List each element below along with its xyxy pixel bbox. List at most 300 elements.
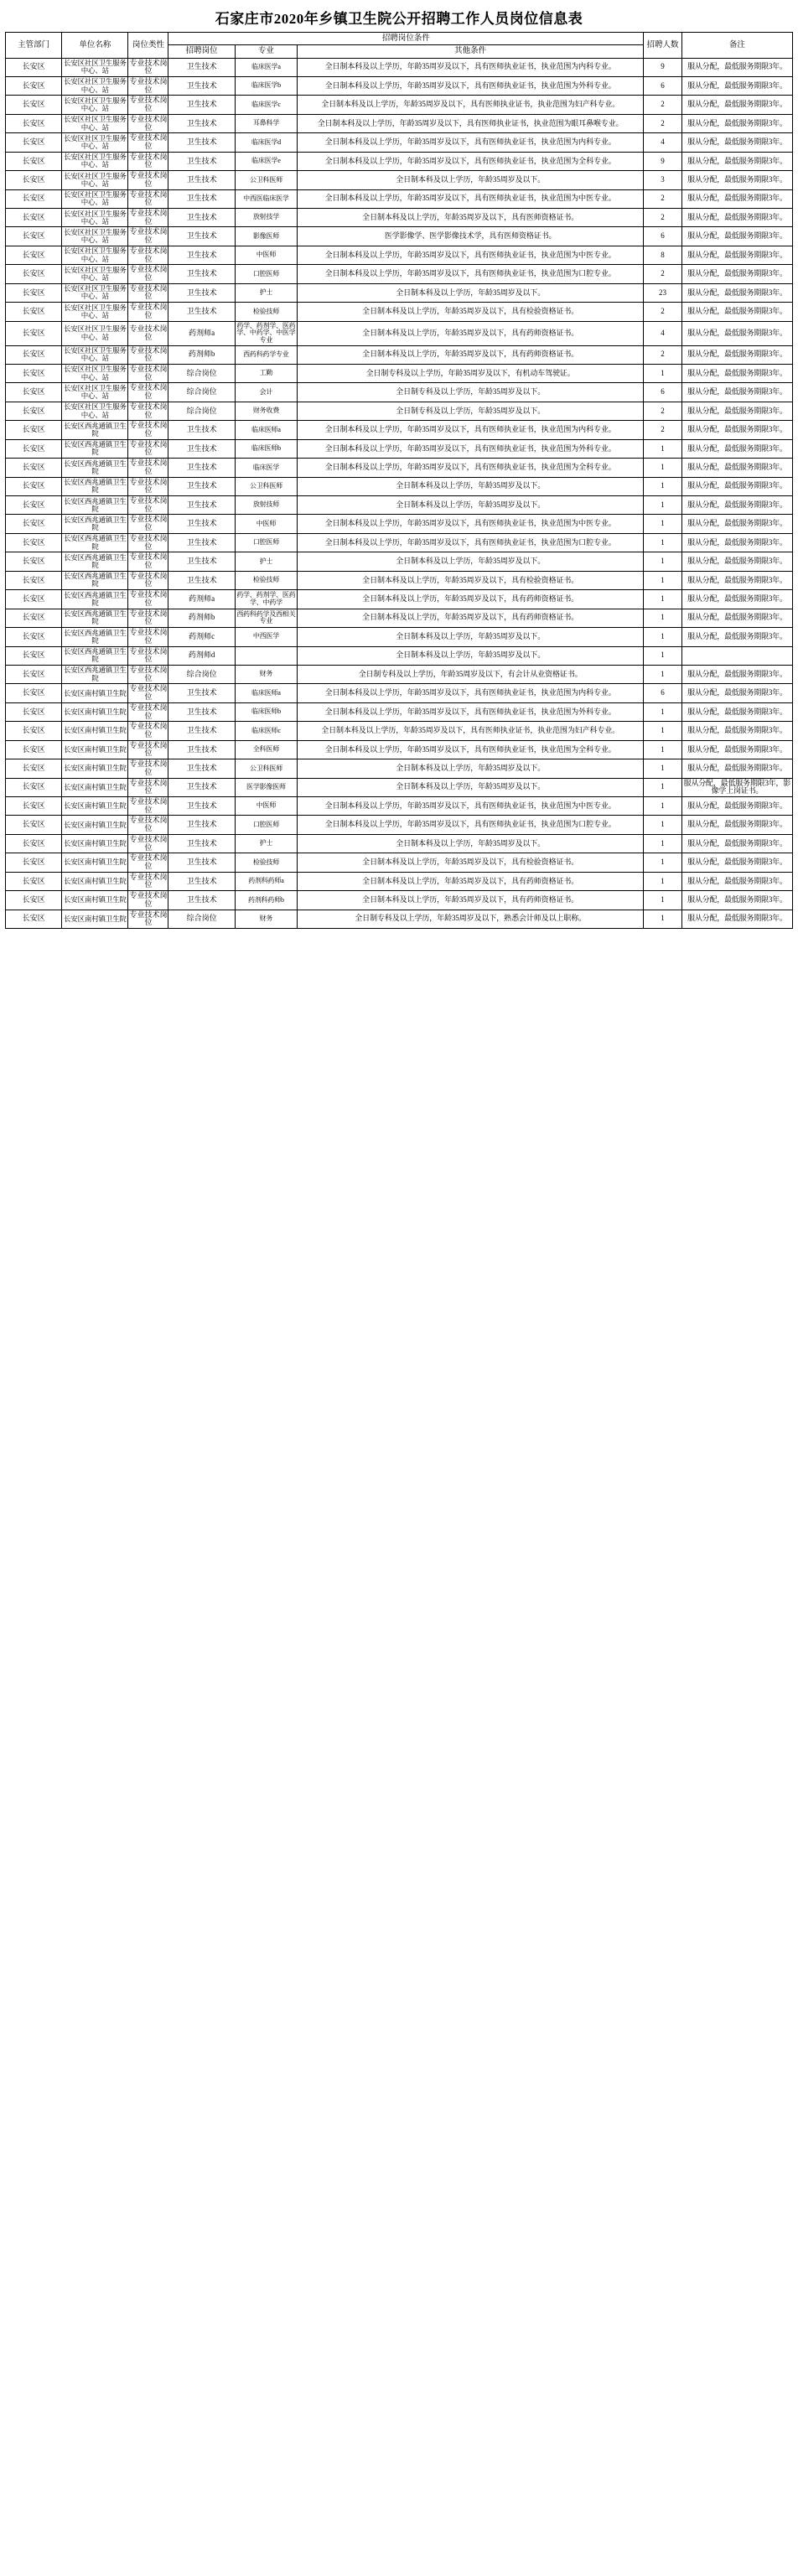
cell-num: 4 (644, 133, 682, 152)
header-remark: 备注 (681, 33, 792, 59)
cell-type: 专业技术岗位 (128, 209, 168, 227)
cell-post: 卫生技术 (168, 797, 235, 816)
cell-num: 1 (644, 459, 682, 477)
cell-num: 1 (644, 364, 682, 382)
cell-other: 全日制专科及以上学历，年龄35周岁及以下，有会计从业资格证书。 (298, 665, 644, 683)
cell-unit: 长安区社区卫生服务中心、站 (62, 283, 128, 302)
table-row (6, 872, 793, 890)
job-positions-table (5, 32, 793, 929)
cell-unit: 长安区西兆通镇卫生院 (62, 459, 128, 477)
cell-post: 卫生技术 (168, 171, 235, 189)
table-row (6, 684, 793, 702)
table-row (6, 321, 793, 345)
cell-remark: 服从分配，最低服务期限3年。 (681, 321, 792, 345)
cell-other: 全日制本科及以上学历，年龄35周岁及以下。 (298, 646, 644, 665)
cell-dept: 长安区 (6, 189, 62, 208)
cell-type: 专业技术岗位 (128, 628, 168, 646)
header-dept: 主管部门 (6, 33, 62, 59)
cell-post: 卫生技术 (168, 58, 235, 76)
cell-post: 卫生技术 (168, 891, 235, 910)
cell-major: 临床医师a (235, 684, 297, 702)
table-row (6, 496, 793, 515)
cell-major: 公卫科医师 (235, 477, 297, 495)
cell-dept: 长安区 (6, 533, 62, 552)
cell-post: 卫生技术 (168, 702, 235, 721)
cell-post: 卫生技术 (168, 740, 235, 759)
cell-remark: 服从分配，最低服务期限3年。 (681, 283, 792, 302)
cell-other: 全日制专科及以上学历，年龄35周岁及以下，熟悉会计师及以上职称。 (298, 910, 644, 928)
cell-type: 专业技术岗位 (128, 834, 168, 853)
cell-num: 1 (644, 872, 682, 890)
cell-unit: 长安区社区卫生服务中心、站 (62, 209, 128, 227)
cell-dept: 长安区 (6, 891, 62, 910)
cell-post: 卫生技术 (168, 133, 235, 152)
cell-num: 2 (644, 189, 682, 208)
cell-unit: 长安区社区卫生服务中心、站 (62, 402, 128, 420)
cell-dept: 长安区 (6, 515, 62, 533)
cell-major: 临床医学 (235, 459, 297, 477)
cell-num: 1 (644, 515, 682, 533)
cell-dept: 长安区 (6, 114, 62, 132)
cell-type: 专业技术岗位 (128, 891, 168, 910)
cell-unit: 长安区西兆通镇卫生院 (62, 665, 128, 683)
cell-other: 全日制本科及以上学历，年龄35周岁及以下，具有医师执业证书，执业范围为内科专业。 (298, 684, 644, 702)
cell-num: 1 (644, 778, 682, 796)
cell-post: 卫生技术 (168, 853, 235, 872)
cell-type: 专业技术岗位 (128, 265, 168, 283)
cell-remark: 服从分配，最低服务期限3年。 (681, 816, 792, 834)
cell-post: 卫生技术 (168, 439, 235, 458)
cell-type: 专业技术岗位 (128, 364, 168, 382)
cell-major: 放射技学 (235, 209, 297, 227)
cell-unit: 长安区西兆通镇卫生院 (62, 496, 128, 515)
cell-num: 1 (644, 646, 682, 665)
cell-post: 综合岗位 (168, 383, 235, 402)
cell-other: 全日制本科及以上学历，年龄35周岁及以下，具有医师执业证书，执业范围为全科专业。 (298, 459, 644, 477)
cell-dept: 长安区 (6, 58, 62, 76)
cell-major: 护士 (235, 834, 297, 853)
cell-unit: 长安区社区卫生服务中心、站 (62, 76, 128, 95)
cell-dept: 长安区 (6, 872, 62, 890)
cell-other: 全日制专科及以上学历，年龄35周岁及以下。 (298, 383, 644, 402)
cell-unit: 长安区南村镇卫生院 (62, 702, 128, 721)
cell-type: 专业技术岗位 (128, 609, 168, 627)
header-other: 其他条件 (298, 45, 644, 58)
header-num: 招聘人数 (644, 33, 682, 59)
cell-remark: 服从分配，最低服务期限3年。 (681, 189, 792, 208)
cell-post: 卫生技术 (168, 571, 235, 589)
cell-num: 9 (644, 58, 682, 76)
cell-dept: 长安区 (6, 383, 62, 402)
cell-post: 综合岗位 (168, 910, 235, 928)
cell-type: 专业技术岗位 (128, 552, 168, 571)
cell-remark: 服从分配，最低服务期限3年。 (681, 171, 792, 189)
cell-major: 药剂科药师b (235, 891, 297, 910)
cell-other: 全日制本科及以上学历，年龄35周岁及以下，具有医师执业证书，执业范围为口腔专业。 (298, 816, 644, 834)
cell-other: 全日制本科及以上学历，年龄35周岁及以下。 (298, 171, 644, 189)
cell-post: 卫生技术 (168, 459, 235, 477)
table-row (6, 364, 793, 382)
cell-major: 西药科药学专业 (235, 345, 297, 364)
cell-major: 财务 (235, 665, 297, 683)
cell-unit: 长安区社区卫生服务中心、站 (62, 364, 128, 382)
cell-type: 专业技术岗位 (128, 133, 168, 152)
cell-unit: 长安区西兆通镇卫生院 (62, 533, 128, 552)
cell-major: 公卫科医师 (235, 171, 297, 189)
table-row (6, 552, 793, 571)
document-sheet (0, 0, 798, 937)
cell-post: 卫生技术 (168, 114, 235, 132)
cell-dept: 长安区 (6, 171, 62, 189)
cell-other: 全日制本科及以上学历，年龄35周岁及以下，具有检验资格证书。 (298, 303, 644, 321)
cell-major: 财务 (235, 910, 297, 928)
cell-dept: 长安区 (6, 910, 62, 928)
table-row (6, 797, 793, 816)
cell-post: 综合岗位 (168, 364, 235, 382)
cell-post: 卫生技术 (168, 209, 235, 227)
cell-remark: 服从分配，最低服务期限3年。 (681, 459, 792, 477)
cell-type: 专业技术岗位 (128, 778, 168, 796)
cell-num: 1 (644, 477, 682, 495)
cell-major: 临床医师b (235, 702, 297, 721)
cell-post: 卫生技术 (168, 76, 235, 95)
cell-major (235, 646, 297, 665)
table-row (6, 665, 793, 683)
cell-num: 2 (644, 114, 682, 132)
table-row (6, 421, 793, 439)
cell-major: 中医师 (235, 515, 297, 533)
header-major: 专业 (235, 45, 297, 58)
cell-num: 1 (644, 816, 682, 834)
table-row (6, 439, 793, 458)
cell-major: 中医师 (235, 797, 297, 816)
cell-type: 专业技术岗位 (128, 702, 168, 721)
cell-type: 专业技术岗位 (128, 684, 168, 702)
cell-dept: 长安区 (6, 227, 62, 246)
cell-num: 1 (644, 797, 682, 816)
cell-other: 全日制本科及以上学历，年龄35周岁及以下，具有医师执业证书，执业范围为口腔专业。 (298, 533, 644, 552)
cell-major: 药剂科药师a (235, 872, 297, 890)
cell-remark (681, 646, 792, 665)
cell-type: 专业技术岗位 (128, 853, 168, 872)
cell-dept: 长安区 (6, 571, 62, 589)
cell-num: 9 (644, 152, 682, 170)
cell-post: 卫生技术 (168, 477, 235, 495)
cell-type: 专业技术岗位 (128, 722, 168, 740)
cell-remark: 服从分配，最低服务期限3年。 (681, 402, 792, 420)
cell-other: 全日制本科及以上学历，年龄35周岁及以下，具有医师执业证书，执业范围为中医专业。 (298, 797, 644, 816)
cell-other: 全日制本科及以上学历，年龄35周岁及以下，具有医师执业证书，执业范围为内科专业。 (298, 133, 644, 152)
cell-remark: 服从分配，最低服务期限3年。 (681, 834, 792, 853)
cell-remark: 服从分配，最低服务期限3年。 (681, 533, 792, 552)
cell-remark: 服从分配，最低服务期限3年。 (681, 872, 792, 890)
cell-unit: 长安区社区卫生服务中心、站 (62, 345, 128, 364)
cell-dept: 长安区 (6, 321, 62, 345)
cell-type: 专业技术岗位 (128, 571, 168, 589)
cell-num: 1 (644, 891, 682, 910)
cell-unit: 长安区西兆通镇卫生院 (62, 590, 128, 609)
cell-remark: 服从分配，最低服务期限3年。 (681, 797, 792, 816)
cell-type: 专业技术岗位 (128, 515, 168, 533)
cell-major: 财务收费 (235, 402, 297, 420)
cell-num: 2 (644, 345, 682, 364)
table-row (6, 816, 793, 834)
cell-num: 1 (644, 834, 682, 853)
cell-other: 全日制本科及以上学历，年龄35周岁及以下，具有检验资格证书。 (298, 853, 644, 872)
cell-num: 1 (644, 628, 682, 646)
cell-major: 临床医师c (235, 722, 297, 740)
cell-unit: 长安区社区卫生服务中心、站 (62, 246, 128, 264)
cell-unit: 长安区社区卫生服务中心、站 (62, 114, 128, 132)
table-row (6, 646, 793, 665)
cell-post: 卫生技术 (168, 759, 235, 778)
cell-type: 专业技术岗位 (128, 740, 168, 759)
cell-major: 临床医学c (235, 96, 297, 114)
cell-remark: 服从分配，最低服务期限3年。 (681, 439, 792, 458)
cell-major: 公卫科医师 (235, 759, 297, 778)
cell-num: 1 (644, 910, 682, 928)
cell-remark: 服从分配，最低服务期限3年。 (681, 114, 792, 132)
cell-remark: 服从分配，最低服务期限3年。 (681, 891, 792, 910)
cell-other: 全日制本科及以上学历，年龄35周岁及以下，具有医师执业证书，执业范围为眼耳鼻喉专业。 (298, 114, 644, 132)
cell-type: 专业技术岗位 (128, 797, 168, 816)
cell-major: 临床医学d (235, 133, 297, 152)
cell-other: 全日制本科及以上学历，年龄35周岁及以下，具有医师执业证书，执业范围为外科专业。 (298, 702, 644, 721)
cell-num: 2 (644, 265, 682, 283)
cell-num: 1 (644, 740, 682, 759)
cell-post: 卫生技术 (168, 684, 235, 702)
cell-type: 专业技术岗位 (128, 590, 168, 609)
cell-major: 西药科药学及西相关专业 (235, 609, 297, 627)
table-row (6, 227, 793, 246)
cell-unit: 长安区社区卫生服务中心、站 (62, 321, 128, 345)
cell-type: 专业技术岗位 (128, 402, 168, 420)
cell-dept: 长安区 (6, 133, 62, 152)
cell-other: 全日制本科及以上学历，年龄35周岁及以下，具有医师执业证书，执业范围为中医专业。 (298, 246, 644, 264)
table-body (6, 58, 793, 929)
cell-other: 全日制本科及以上学历，年龄35周岁及以下，具有医师执业证书，执业范围为中医专业。 (298, 189, 644, 208)
cell-major: 口腔医师 (235, 533, 297, 552)
cell-type: 专业技术岗位 (128, 910, 168, 928)
cell-type: 专业技术岗位 (128, 189, 168, 208)
cell-other: 全日制专科及以上学历，年龄35周岁及以下，有机动车驾驶证。 (298, 364, 644, 382)
cell-unit: 长安区西兆通镇卫生院 (62, 552, 128, 571)
table-row (6, 265, 793, 283)
cell-major: 临床医学b (235, 76, 297, 95)
cell-major: 工勤 (235, 364, 297, 382)
cell-other: 全日制本科及以上学历，年龄35周岁及以下，具有医师执业证书，执业范围为内科专业。 (298, 58, 644, 76)
cell-num: 4 (644, 321, 682, 345)
cell-dept: 长安区 (6, 778, 62, 796)
cell-dept: 长安区 (6, 76, 62, 95)
cell-unit: 长安区南村镇卫生院 (62, 722, 128, 740)
cell-unit: 长安区西兆通镇卫生院 (62, 439, 128, 458)
cell-remark: 服从分配，最低服务期限3年。 (681, 628, 792, 646)
cell-major: 会计 (235, 383, 297, 402)
cell-num: 1 (644, 571, 682, 589)
cell-num: 1 (644, 496, 682, 515)
cell-post: 综合岗位 (168, 665, 235, 683)
cell-post: 药剂师c (168, 628, 235, 646)
cell-dept: 长安区 (6, 402, 62, 420)
cell-remark: 服从分配，最低服务期限3年。 (681, 96, 792, 114)
cell-remark: 服从分配，最低服务期限3年。 (681, 303, 792, 321)
cell-other: 全日制本科及以上学历，年龄35周岁及以下。 (298, 834, 644, 853)
cell-unit: 长安区社区卫生服务中心、站 (62, 152, 128, 170)
cell-post: 卫生技术 (168, 515, 235, 533)
cell-num: 6 (644, 684, 682, 702)
cell-major: 医学影像医师 (235, 778, 297, 796)
table-row (6, 533, 793, 552)
cell-num: 1 (644, 439, 682, 458)
cell-dept: 长安区 (6, 152, 62, 170)
cell-other: 全日制本科及以上学历，年龄35周岁及以下，具有医师执业证书，执业范围为全科专业。 (298, 152, 644, 170)
cell-num: 8 (644, 246, 682, 264)
cell-dept: 长安区 (6, 303, 62, 321)
cell-unit: 长安区南村镇卫生院 (62, 740, 128, 759)
cell-num: 6 (644, 227, 682, 246)
cell-major: 临床医师b (235, 439, 297, 458)
cell-dept: 长安区 (6, 684, 62, 702)
table-row (6, 609, 793, 627)
cell-num: 2 (644, 303, 682, 321)
cell-num: 3 (644, 171, 682, 189)
cell-remark: 服从分配，最低服务期限3年。 (681, 383, 792, 402)
cell-other: 全日制专科及以上学历，年龄35周岁及以下。 (298, 402, 644, 420)
table-row (6, 910, 793, 928)
table-row (6, 702, 793, 721)
cell-dept: 长安区 (6, 345, 62, 364)
cell-dept: 长安区 (6, 459, 62, 477)
cell-unit: 长安区社区卫生服务中心、站 (62, 58, 128, 76)
cell-dept: 长安区 (6, 797, 62, 816)
table-row (6, 171, 793, 189)
cell-other: 全日制本科及以上学历，年龄35周岁及以下。 (298, 628, 644, 646)
cell-num: 1 (644, 759, 682, 778)
cell-unit: 长安区西兆通镇卫生院 (62, 628, 128, 646)
table-row (6, 383, 793, 402)
cell-post: 卫生技术 (168, 96, 235, 114)
cell-remark: 服从分配，最低服务期限3年。 (681, 722, 792, 740)
cell-unit: 长安区西兆通镇卫生院 (62, 421, 128, 439)
cell-remark: 服从分配，最低服务期限3年。 (681, 76, 792, 95)
cell-num: 1 (644, 702, 682, 721)
cell-remark: 服从分配，最低服务期限3年。 (681, 364, 792, 382)
cell-type: 专业技术岗位 (128, 321, 168, 345)
cell-other: 全日制本科及以上学历，年龄35周岁及以下，具有医师执业证书，执业范围为口腔专业。 (298, 265, 644, 283)
page-title: 石家庄市2020年乡镇卫生院公开招聘工作人员岗位信息表 (215, 11, 583, 27)
cell-other: 全日制本科及以上学历，年龄35周岁及以下。 (298, 759, 644, 778)
cell-unit: 长安区南村镇卫生院 (62, 853, 128, 872)
table-row (6, 740, 793, 759)
cell-type: 专业技术岗位 (128, 496, 168, 515)
cell-other: 全日制本科及以上学历，年龄35周岁及以下，具有医师执业证书，执业范围为全科专业。 (298, 740, 644, 759)
cell-num: 2 (644, 421, 682, 439)
cell-dept: 长安区 (6, 590, 62, 609)
table-row (6, 759, 793, 778)
cell-post: 卫生技术 (168, 246, 235, 264)
cell-remark: 服从分配，最低服务期限3年。 (681, 345, 792, 364)
cell-remark: 服从分配，最低服务期限3年。 (681, 246, 792, 264)
cell-post: 卫生技术 (168, 496, 235, 515)
cell-other: 全日制本科及以上学历，年龄35周岁及以下，具有药师资格证书。 (298, 872, 644, 890)
header-post: 招聘岗位 (168, 45, 235, 58)
cell-unit: 长安区社区卫生服务中心、站 (62, 96, 128, 114)
cell-other: 全日制本科及以上学历，年龄35周岁及以下。 (298, 496, 644, 515)
cell-remark: 服从分配，最低服务期限3年。 (681, 910, 792, 928)
cell-other: 全日制本科及以上学历，年龄35周岁及以下。 (298, 778, 644, 796)
cell-unit: 长安区南村镇卫生院 (62, 684, 128, 702)
cell-post: 卫生技术 (168, 303, 235, 321)
cell-dept: 长安区 (6, 209, 62, 227)
cell-unit: 长安区社区卫生服务中心、站 (62, 265, 128, 283)
cell-remark: 服从分配，最低服务期限3年。 (681, 702, 792, 721)
table-row (6, 76, 793, 95)
cell-dept: 长安区 (6, 853, 62, 872)
cell-num: 1 (644, 853, 682, 872)
table-header (6, 33, 793, 59)
header-unit: 单位名称 (62, 33, 128, 59)
cell-other: 全日制本科及以上学历，年龄35周岁及以下，具有药师资格证书。 (298, 345, 644, 364)
cell-type: 专业技术岗位 (128, 152, 168, 170)
cell-type: 专业技术岗位 (128, 58, 168, 76)
cell-unit: 长安区西兆通镇卫生院 (62, 571, 128, 589)
cell-other: 全日制本科及以上学历，年龄35周岁及以下，具有医师执业证书，执业范围为内科专业。 (298, 421, 644, 439)
table-row (6, 834, 793, 853)
cell-type: 专业技术岗位 (128, 477, 168, 495)
cell-remark: 服从分配，最低服务期限3年。 (681, 227, 792, 246)
cell-post: 药剂师b (168, 609, 235, 627)
cell-unit: 长安区社区卫生服务中心、站 (62, 227, 128, 246)
table-row (6, 246, 793, 264)
cell-post: 卫生技术 (168, 283, 235, 302)
cell-num: 2 (644, 96, 682, 114)
cell-post: 药剂师d (168, 646, 235, 665)
cell-other: 全日制本科及以上学历，年龄35周岁及以下，具有医师执业证书，执业范围为外科专业。 (298, 76, 644, 95)
cell-type: 专业技术岗位 (128, 303, 168, 321)
cell-major: 中西医临床医学 (235, 189, 297, 208)
cell-remark: 服从分配，最低服务期限3年。 (681, 759, 792, 778)
cell-num: 6 (644, 76, 682, 95)
cell-other: 全日制本科及以上学历，年龄35周岁及以下。 (298, 477, 644, 495)
cell-remark: 服从分配，最低服务期限3年，影像学上岗证书。 (681, 778, 792, 796)
cell-dept: 长安区 (6, 816, 62, 834)
cell-major: 临床医学a (235, 58, 297, 76)
cell-remark: 服从分配，最低服务期限3年。 (681, 152, 792, 170)
cell-type: 专业技术岗位 (128, 533, 168, 552)
cell-major: 全科医师 (235, 740, 297, 759)
cell-num: 6 (644, 383, 682, 402)
cell-num: 1 (644, 552, 682, 571)
cell-remark: 服从分配，最低服务期限3年。 (681, 853, 792, 872)
cell-major: 口腔医师 (235, 816, 297, 834)
cell-dept: 长安区 (6, 665, 62, 683)
cell-remark: 服从分配，最低服务期限3年。 (681, 665, 792, 683)
cell-unit: 长安区西兆通镇卫生院 (62, 515, 128, 533)
table-row (6, 515, 793, 533)
cell-type: 专业技术岗位 (128, 76, 168, 95)
cell-num: 1 (644, 590, 682, 609)
table-row (6, 571, 793, 589)
cell-major: 检验技师 (235, 571, 297, 589)
cell-num: 23 (644, 283, 682, 302)
cell-post: 综合岗位 (168, 402, 235, 420)
cell-major: 放射技师 (235, 496, 297, 515)
cell-unit: 长安区南村镇卫生院 (62, 778, 128, 796)
table-row (6, 96, 793, 114)
cell-remark: 服从分配，最低服务期限3年。 (681, 265, 792, 283)
cell-type: 专业技术岗位 (128, 345, 168, 364)
